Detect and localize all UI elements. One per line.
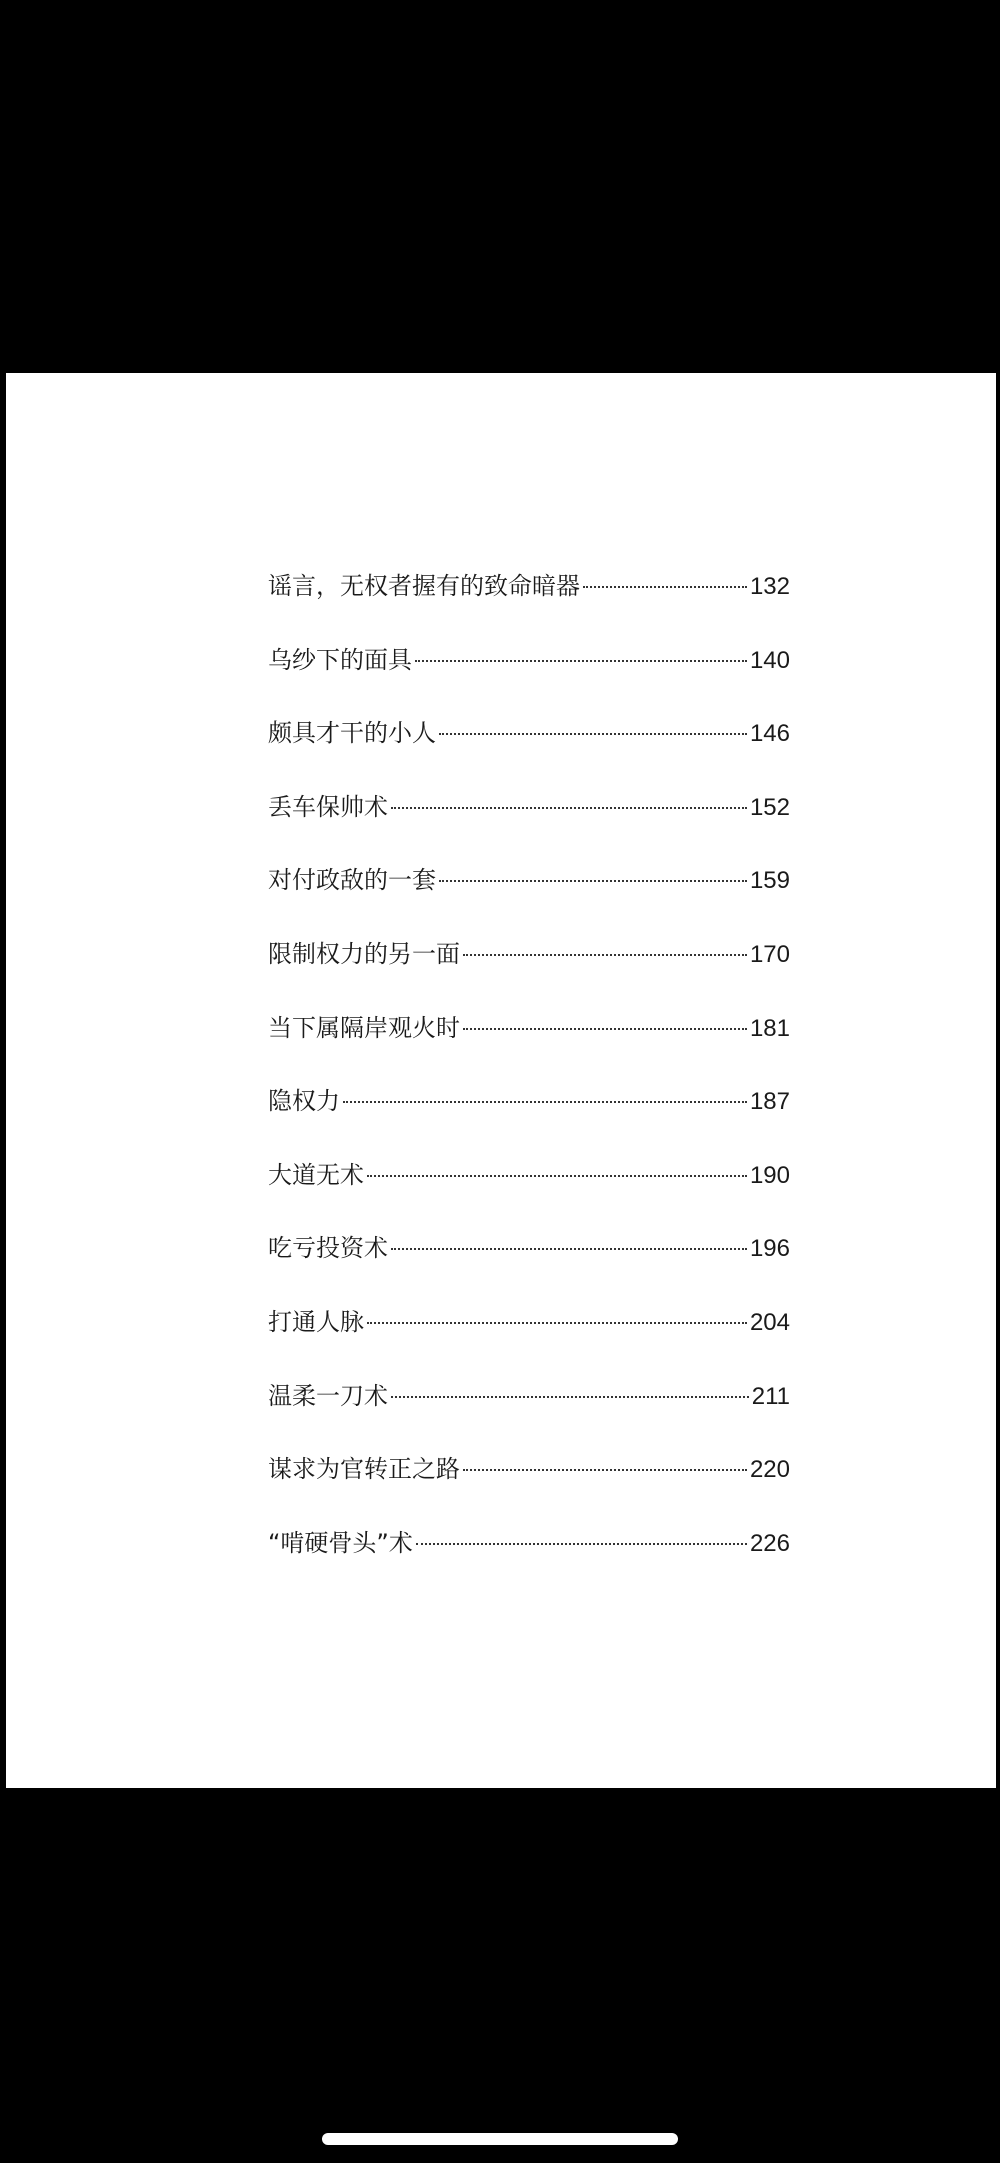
toc-entry-title: 打通人脉 [268, 1307, 364, 1336]
toc-entry-title: 丢车保帅术 [268, 792, 388, 821]
toc-dot-leader [583, 586, 747, 588]
toc-entry-page: 159 [749, 867, 790, 895]
toc-entry-title: 谋求为官转正之路 [268, 1455, 460, 1484]
toc-entry-title: 吃亏投资术 [268, 1234, 388, 1263]
toc-entry[interactable] [268, 1228, 790, 1302]
toc-entry[interactable] [268, 1523, 790, 1597]
toc-entry[interactable] [268, 566, 790, 640]
toc-entry[interactable] [268, 860, 790, 934]
toc-entry-page: 204 [749, 1308, 790, 1336]
toc-dot-leader [439, 733, 747, 735]
toc-entry-page: 170 [749, 940, 790, 968]
toc-dot-leader [391, 807, 747, 809]
toc-entry[interactable] [268, 1376, 790, 1450]
toc-entry-title: “啃硬骨头”术 [268, 1528, 413, 1557]
toc-entry-page: 181 [749, 1014, 790, 1042]
toc-entry[interactable] [268, 1081, 790, 1155]
toc-entry[interactable] [268, 934, 790, 1008]
table-of-contents [268, 566, 790, 1596]
toc-dot-leader [416, 1543, 747, 1545]
toc-entry-page: 132 [749, 573, 790, 600]
home-indicator[interactable] [322, 2133, 678, 2145]
toc-dot-leader [391, 1396, 749, 1398]
toc-entry-title: 对付政敌的一套 [268, 866, 436, 895]
toc-entry-page: 190 [749, 1161, 790, 1189]
toc-entry-title: 大道无术 [268, 1160, 364, 1189]
toc-entry-page: 140 [749, 646, 790, 674]
toc-dot-leader [439, 880, 747, 882]
document-page[interactable] [6, 373, 996, 1788]
toc-entry-title: 当下属隔岸观火时 [268, 1013, 460, 1042]
toc-dot-leader [343, 1101, 747, 1103]
toc-entry-page: 220 [749, 1456, 790, 1484]
toc-dot-leader [463, 1469, 747, 1471]
toc-entry[interactable] [268, 787, 790, 861]
toc-dot-leader [415, 660, 747, 662]
toc-entry-page: 152 [749, 793, 790, 821]
toc-entry[interactable] [268, 640, 790, 714]
toc-entry-title: 限制权力的另一面 [268, 939, 460, 968]
toc-entry-title: 乌纱下的面具 [268, 645, 412, 674]
toc-entry-page: 211 [751, 1382, 790, 1410]
toc-entry-title: 谣言，无权者握有的致命暗器 [268, 572, 580, 600]
toc-dot-leader [463, 954, 747, 956]
toc-entry-page: 187 [749, 1088, 790, 1116]
toc-entry-page: 146 [749, 720, 790, 748]
toc-entry[interactable] [268, 1302, 790, 1376]
toc-entry-title: 隐权力 [268, 1087, 340, 1116]
toc-entry-title: 温柔一刀术 [268, 1381, 388, 1410]
toc-entry[interactable] [268, 1449, 790, 1523]
toc-dot-leader [367, 1175, 747, 1177]
toc-entry-page: 226 [749, 1529, 790, 1557]
toc-entry[interactable] [268, 1155, 790, 1229]
toc-dot-leader [463, 1028, 747, 1030]
toc-entry[interactable] [268, 1008, 790, 1082]
toc-entry-title: 颇具才干的小人 [268, 719, 436, 748]
toc-dot-leader [391, 1248, 747, 1250]
toc-dot-leader [367, 1322, 747, 1324]
toc-entry[interactable] [268, 713, 790, 787]
toc-entry-page: 196 [749, 1235, 790, 1263]
